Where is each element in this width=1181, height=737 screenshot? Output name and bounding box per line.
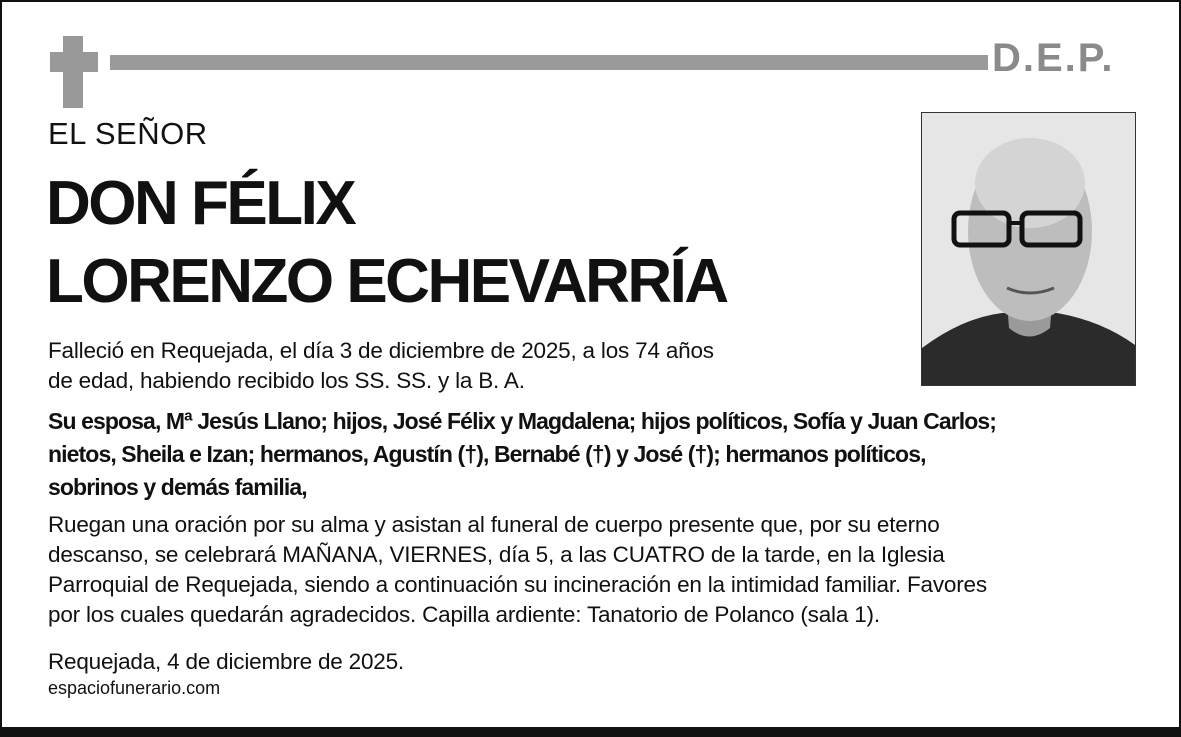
text-line: descanso, se celebrará MAÑANA, VIERNES, día 5, a las CUATRO de la tarde, en la Iglesia bbox=[48, 542, 945, 567]
text-line: Ruegan una oración por su alma y asistan al funeral de cuerpo presente que, por su eterno bbox=[48, 512, 940, 537]
family-text bbox=[48, 405, 996, 504]
text-line: Su esposa, Mª Jesús Llano; hijos, José Félix y Magdalena; hijos políticos, Sofía y Juan Carlos; bbox=[48, 408, 997, 434]
text-line: nietos, Sheila e Izan; hermanos, Agustín (†), Bernabé (†) y José (†); hermanos políticos, bbox=[48, 441, 926, 467]
text-line: sobrinos y demás familia, bbox=[48, 474, 307, 500]
deceased-photo bbox=[921, 112, 1136, 386]
cross-icon bbox=[63, 36, 83, 108]
website-link[interactable]: espaciofunerario.com bbox=[48, 678, 221, 698]
text-line: por los cuales quedarán agradecidos. Capilla ardiente: Tanatorio de Polanco (sala 1). bbox=[48, 602, 880, 627]
death-notice-text bbox=[48, 336, 714, 396]
text-line: de edad, habiendo recibido los SS. SS. y la B. A. bbox=[48, 368, 525, 393]
text-line: Falleció en Requejada, el día 3 de diciembre de 2025, a los 74 años bbox=[48, 338, 714, 363]
dep-label: D.E.P. bbox=[992, 36, 1115, 80]
place-date: Requejada, 4 de diciembre de 2025. bbox=[48, 649, 404, 674]
funeral-text bbox=[48, 510, 987, 630]
cross-icon-bar bbox=[50, 52, 98, 72]
deceased-name-line2: LORENZO ECHEVARRÍA bbox=[46, 247, 727, 316]
title-prefix: EL SEÑOR bbox=[48, 116, 208, 151]
header-rule bbox=[110, 55, 988, 70]
text-line: Parroquial de Requejada, siendo a continuación su incineración en la intimidad familiar. Favores bbox=[48, 572, 987, 597]
deceased-name-line1: DON FÉLIX bbox=[46, 169, 355, 238]
bottom-border bbox=[0, 727, 1181, 737]
